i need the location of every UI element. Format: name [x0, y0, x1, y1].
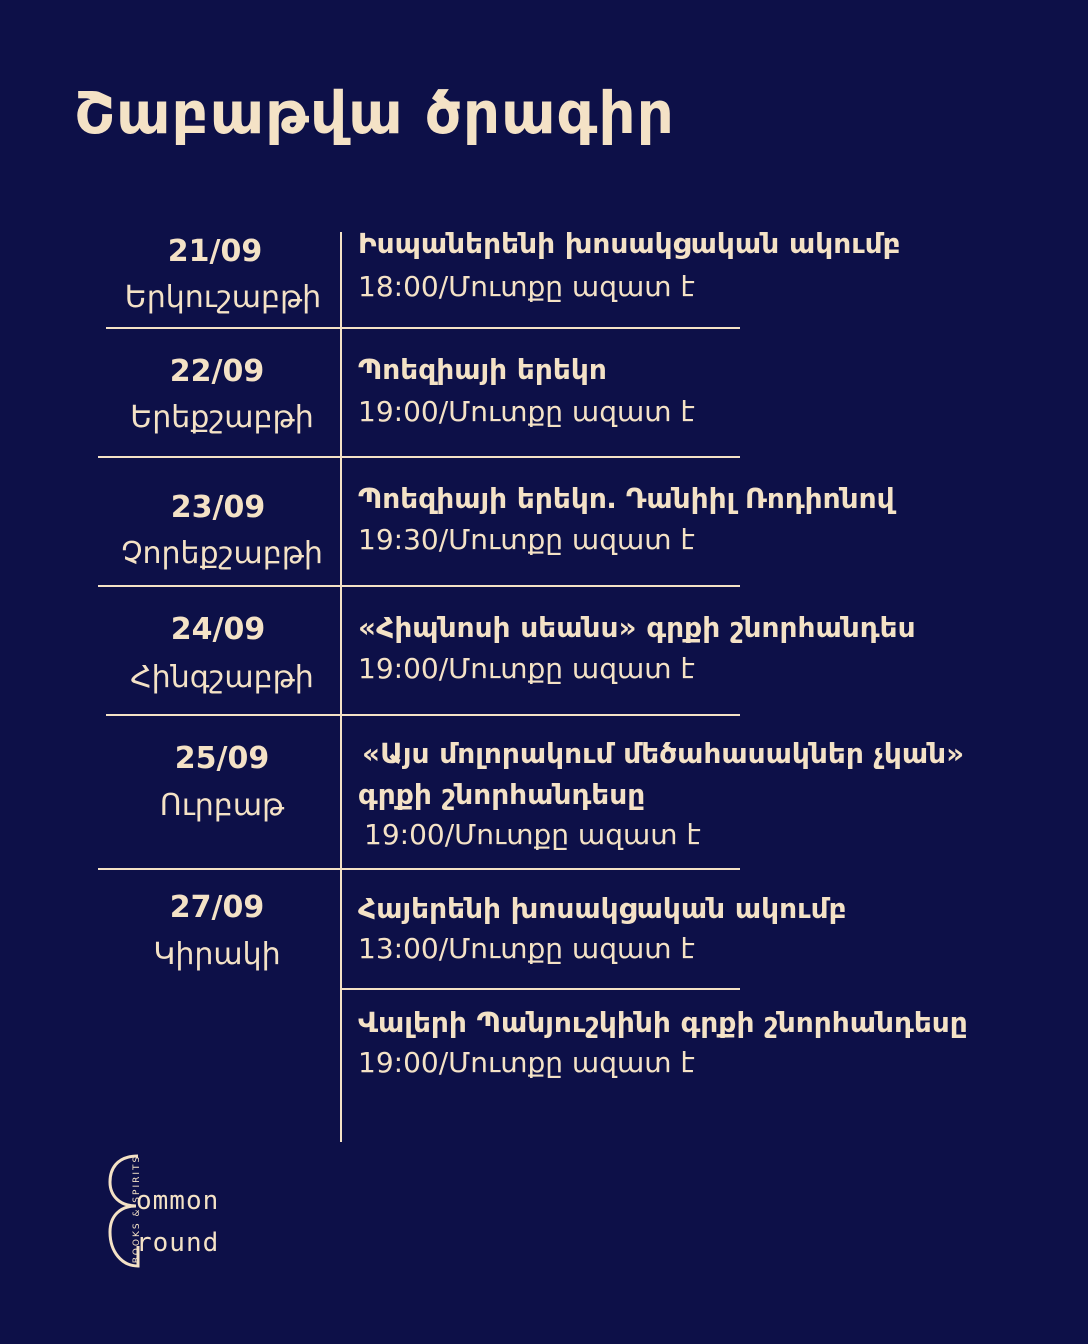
row-separator: [106, 714, 740, 716]
event-title: Իսպաներենի խոսակցական ակումբ: [358, 227, 901, 260]
event-title: Պոեզիայի երեկո․ Դանիիլ Ռոդիոնով: [358, 482, 895, 515]
row-separator: [98, 456, 740, 458]
schedule-weekday: Հինգշաբթի: [130, 660, 314, 695]
event-time: 13:00/Մուտքը ազատ է: [358, 932, 695, 965]
schedule-date: 27/09: [169, 890, 265, 925]
event-title: «Հիպնոսի սեանս» գրքի շնորհանդես: [358, 611, 916, 644]
row-separator: [342, 988, 740, 990]
logo-word-ground: round: [136, 1228, 220, 1258]
event-title-continued: գրքի շնորհանդեսը: [358, 778, 646, 811]
event-time: 18:00/Մուտքը ազատ է: [358, 270, 695, 303]
schedule-weekday: Չորեքշաբթի: [121, 536, 323, 571]
event-title: Պոեզիայի երեկո: [358, 353, 607, 386]
event-time: 19:00/Մուտքը ազատ է: [358, 1046, 695, 1079]
event-time: 19:00/Մուտքը ազատ է: [364, 818, 701, 851]
schedule-date: 25/09: [174, 741, 270, 776]
schedule-date: 22/09: [169, 354, 265, 389]
common-ground-logo: [80, 1148, 280, 1278]
logo-word-common: ommon: [136, 1186, 220, 1216]
event-title: «Այս մոլորակում մեծահասակներ չկան»: [362, 737, 965, 770]
row-separator: [98, 868, 740, 870]
event-time: 19:30/Մուտքը ազատ է: [358, 523, 695, 556]
schedule-date: 23/09: [170, 490, 266, 525]
row-separator: [98, 585, 740, 587]
schedule-weekday: Երեքշաբթի: [130, 400, 314, 435]
logo-tagline: BOOKS & SPIRITS: [132, 1154, 142, 1264]
schedule-date: 21/09: [167, 234, 263, 269]
event-title: Հայերենի խոսակցական ակումբ: [358, 892, 847, 925]
schedule-weekday: Երկուշաբթի: [124, 280, 322, 315]
page-title: Շաբաթվա ծրագիր: [74, 79, 675, 147]
schedule-weekday: Կիրակի: [153, 937, 281, 972]
schedule-weekday: Ուրբաթ: [159, 788, 285, 823]
schedule-date: 24/09: [170, 612, 266, 647]
event-title: Վալերի Պանյուշկինի գրքի շնորհանդեսը: [358, 1006, 968, 1039]
timeline-divider-vertical: [340, 232, 342, 1142]
event-time: 19:00/Մուտքը ազատ է: [358, 652, 695, 685]
event-time: 19:00/Մուտքը ազատ է: [358, 395, 695, 428]
row-separator: [106, 327, 740, 329]
